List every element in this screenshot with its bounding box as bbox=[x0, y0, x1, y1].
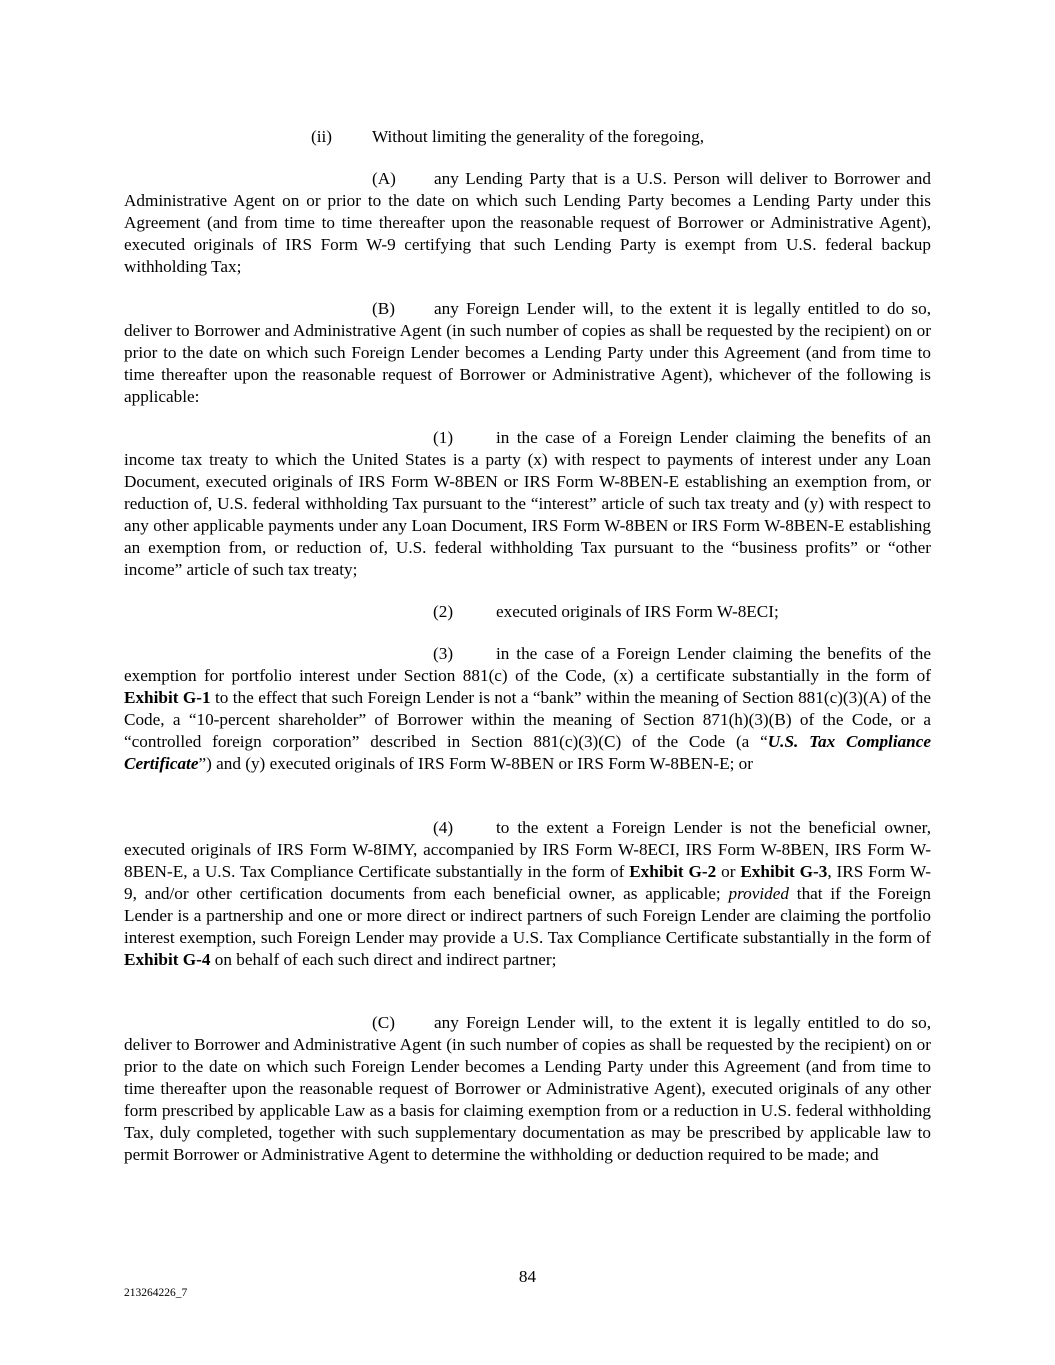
clause-4-text-e: on behalf of each such direct and indirect partner; bbox=[210, 950, 557, 969]
clause-4 bbox=[124, 817, 931, 971]
clause-a-text: any Lending Party that is a U.S. Person will deliver to Borrower and Administrative Agent on or prior to the date on which such Lending Party becomes a Lending Party under this Agreement (and from time to time thereafter upon the reasonable request of Borrower or Administrative Agent), executed originals of IRS Form W-9 certifying that such Lending Party is exempt from U.S. federal backup withholding Tax; bbox=[124, 169, 931, 276]
clause-ii-text: Without limiting the generality of the foregoing, bbox=[372, 127, 705, 146]
clause-2-label: (2) bbox=[433, 602, 454, 621]
clause-c bbox=[124, 1012, 931, 1166]
clause-ii bbox=[311, 126, 704, 148]
clause-3-text-c: ”) and (y) executed originals of IRS Form W-8BEN or IRS Form W-8BEN-E; or bbox=[198, 754, 753, 773]
document-id: 213264226_7 bbox=[124, 1287, 188, 1299]
clause-4-text-a: to the extent a Foreign Lender is not the beneficial owner, executed originals of IRS Form W-8IMY, accompanied by IRS Form W-8ECI, IRS Form W-8BEN, IRS Form W-8BEN-E, a U.S. Tax Compliance Certificate substantially in the form of bbox=[124, 818, 931, 881]
clause-a-label: (A) bbox=[372, 169, 396, 188]
clause-3-text-a: in the case of a Foreign Lender claiming the benefits of the exemption for portfolio interest under Section 881(c) of the Code, (x) a certificate substantially in the form of bbox=[124, 644, 931, 685]
exhibit-g1-ref: Exhibit G-1 bbox=[124, 688, 211, 707]
exhibit-g3-ref: Exhibit G-3 bbox=[740, 862, 828, 881]
clause-b-text: any Foreign Lender will, to the extent it is legally entitled to do so, deliver to Borrower and Administrative Agent (in such number of copies as shall be requested by the recipient) on or prior to the date on which such Foreign Lender becomes a Lending Party under this Agreement (and from time to time thereafter upon the reasonable request of Borrower or Administrative Agent), whichever of the following is applicable: bbox=[124, 299, 931, 406]
proviso-word: provided bbox=[728, 884, 789, 903]
clause-c-label: (C) bbox=[372, 1013, 395, 1032]
clause-4-label: (4) bbox=[433, 818, 454, 837]
clause-b bbox=[124, 298, 931, 408]
exhibit-g4-ref: Exhibit G-4 bbox=[124, 950, 211, 969]
clause-4-text-b: or bbox=[716, 862, 741, 881]
clause-2-text: executed originals of IRS Form W-8ECI; bbox=[496, 602, 779, 621]
defined-term-tax-certificate: U.S. Tax Compliance Certificate bbox=[124, 732, 931, 773]
clause-b-label: (B) bbox=[372, 299, 395, 318]
clause-c-text: any Foreign Lender will, to the extent it is legally entitled to do so, deliver to Borrower and Administrative Agent (in such number of copies as shall be requested by the recipient) on or prior to the date on which such Foreign Lender becomes a Lending Party under this Agreement (and from time to time thereafter upon the reasonable request of Borrower or Administrative Agent), executed originals of any other form prescribed by applicable Law as a basis for claiming exemption from or a reduction in U.S. federal withholding Tax, duly completed, together with such supplementary documentation as may be prescribed by applicable law to permit Borrower or Administrative Agent to determine the withholding or deduction required to be made; and bbox=[124, 1013, 931, 1164]
clause-3-label: (3) bbox=[433, 644, 454, 663]
clause-3-text-b: to the effect that such Foreign Lender is not a “bank” within the meaning of Section 881(c)(3)(A) of the Code, a “10-percent shareholder” of Borrower within the meaning of Section 871(h)(3)(B) of the Code, or a “controlled foreign corporation” described in Section 881(c)(3)(C) of the Code (a “ bbox=[124, 688, 931, 751]
clause-ii-label: (ii) bbox=[311, 127, 332, 146]
page-number: 84 bbox=[518, 1267, 537, 1286]
clause-4-text-c: , IRS Form W-9, and/or other certification documents from each beneficial owner, as applicable; bbox=[124, 862, 931, 903]
clause-1-text: in the case of a Foreign Lender claiming the benefits of an income tax treaty to which the United States is a party (x) with respect to payments of interest under any Loan Document, executed originals of IRS Form W-8BEN or IRS Form W-8BEN-E establishing an exemption from, or reduction of, U.S. federal withholding Tax pursuant to the “interest” article of such tax treaty and (y) with respect to any other applicable payments under any Loan Document, IRS Form W-8BEN or IRS Form W-8BEN-E establishing an exemption from, or reduction of, U.S. federal withholding Tax pursuant to the “business profits” or “other income” article of such tax treaty; bbox=[124, 428, 931, 579]
exhibit-g2-ref: Exhibit G-2 bbox=[629, 862, 717, 881]
clause-2 bbox=[433, 601, 779, 623]
clause-4-text-d: that if the Foreign Lender is a partnership and one or more direct or indirect partners of such Foreign Lender are claiming the portfolio interest exemption, such Foreign Lender may provide a U.S. Tax Compliance Certificate substantially in the form of bbox=[124, 884, 931, 947]
clause-1 bbox=[124, 427, 931, 581]
clause-a bbox=[124, 168, 931, 278]
clause-3 bbox=[124, 643, 931, 775]
clause-1-label: (1) bbox=[433, 428, 454, 447]
